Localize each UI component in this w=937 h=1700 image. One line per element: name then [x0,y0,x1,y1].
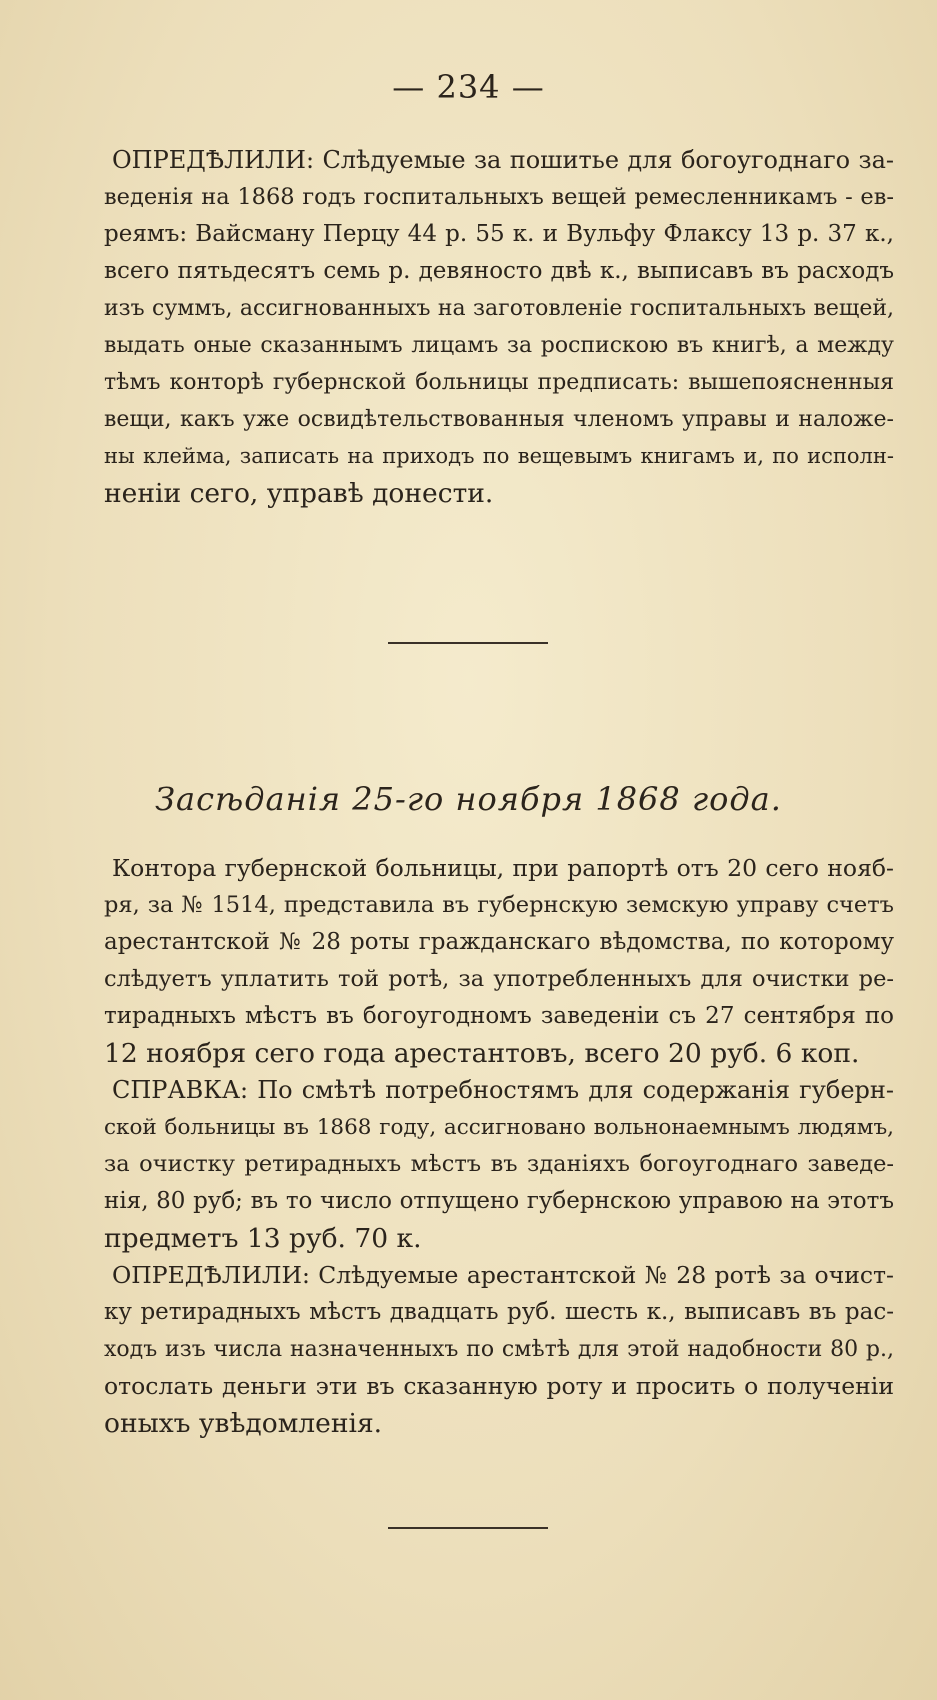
session-heading: Засѣданія 25-го ноября 1868 года. [155,780,782,818]
text-line: ской больницы въ 1868 году, ассигновано вольнонаемнымъ людямъ, [104,1115,894,1140]
text-line: тѣмъ конторѣ губернской больницы предписать: вышепоясненныя [104,370,894,395]
text-line: вещи, какъ уже освидѣтельствованныя членомъ управы и наложе- [104,407,894,432]
text-line: арестантской № 28 роты гражданскаго вѣдомства, по которому [104,929,894,955]
text-line: ны клейма, записать на приходъ по вещевымъ книгамъ и, по исполн- [104,444,894,468]
text-line: отослать деньги эти въ сказанную роту и просить о полученіи [104,1372,894,1400]
text-line: за очистку ретирадныхъ мѣстъ въ зданіяхъ богоугоднаго заведе- [104,1151,894,1177]
text-line: оныхъ увѣдомленія. [104,1408,383,1439]
text-line: слѣдуетъ уплатить той ротѣ, за употребленныхъ для очистки ре- [104,966,894,992]
text-line: неніи сего, управѣ донести. [104,478,494,509]
text-line: нія, 80 руб; въ то число отпущено губернскою управою на этотъ [104,1188,894,1214]
section-divider [388,1527,548,1529]
text-line: 12 ноября сего года арестантовъ, всего 20 руб. 6 коп. [104,1038,860,1069]
text-line: ходъ изъ числа назначенныхъ по смѣтѣ для этой надобности 80 р., [104,1337,894,1362]
text-line: тирадныхъ мѣстъ въ богоугодномъ заведеніи съ 27 сентября по [104,1003,894,1029]
text-line: веденія на 1868 годъ госпитальныхъ вещей ремесленникамъ - ев- [104,184,894,210]
text-line: всего пятьдесятъ семь р. девяносто двѣ к., выписавъ въ расходъ [104,258,894,284]
text-line: ОПРЕДѢЛИЛИ: Слѣдуемые арестантской № 28 ротѣ за очист- [112,1261,894,1289]
text-line: предметъ 13 руб. 70 к. [104,1223,422,1254]
text-line: ку ретирадныхъ мѣстъ двадцать руб. шесть к., выписавъ въ рас- [104,1299,894,1325]
text-line: ря, за № 1514, представила въ губернскую земскую управу счетъ [104,892,894,918]
text-line: ОПРЕДѢЛИЛИ: Слѣдуемые за пошитье для богоугоднаго за- [112,146,894,174]
section-2-session [104,850,894,1442]
text-line: Контора губернской больницы, при рапортѣ отъ 20 сего нояб- [112,854,894,882]
text-line: изъ суммъ, ассигнованныхъ на заготовленіе госпитальныхъ вещей, [104,296,894,321]
section-1-resolution [104,142,894,512]
text-line: СПРАВКА: По смѣтѣ потребностямъ для содержанія губерн- [112,1076,894,1104]
text-line: реямъ: Вайсману Перцу 44 р. 55 к. и Вульфу Флаксу 13 р. 37 к., [104,221,894,247]
text-line: выдать оные сказаннымъ лицамъ за роспискою въ книгѣ, а между [104,333,894,358]
section-divider [388,642,548,644]
page-number: — 234 — [392,68,545,106]
